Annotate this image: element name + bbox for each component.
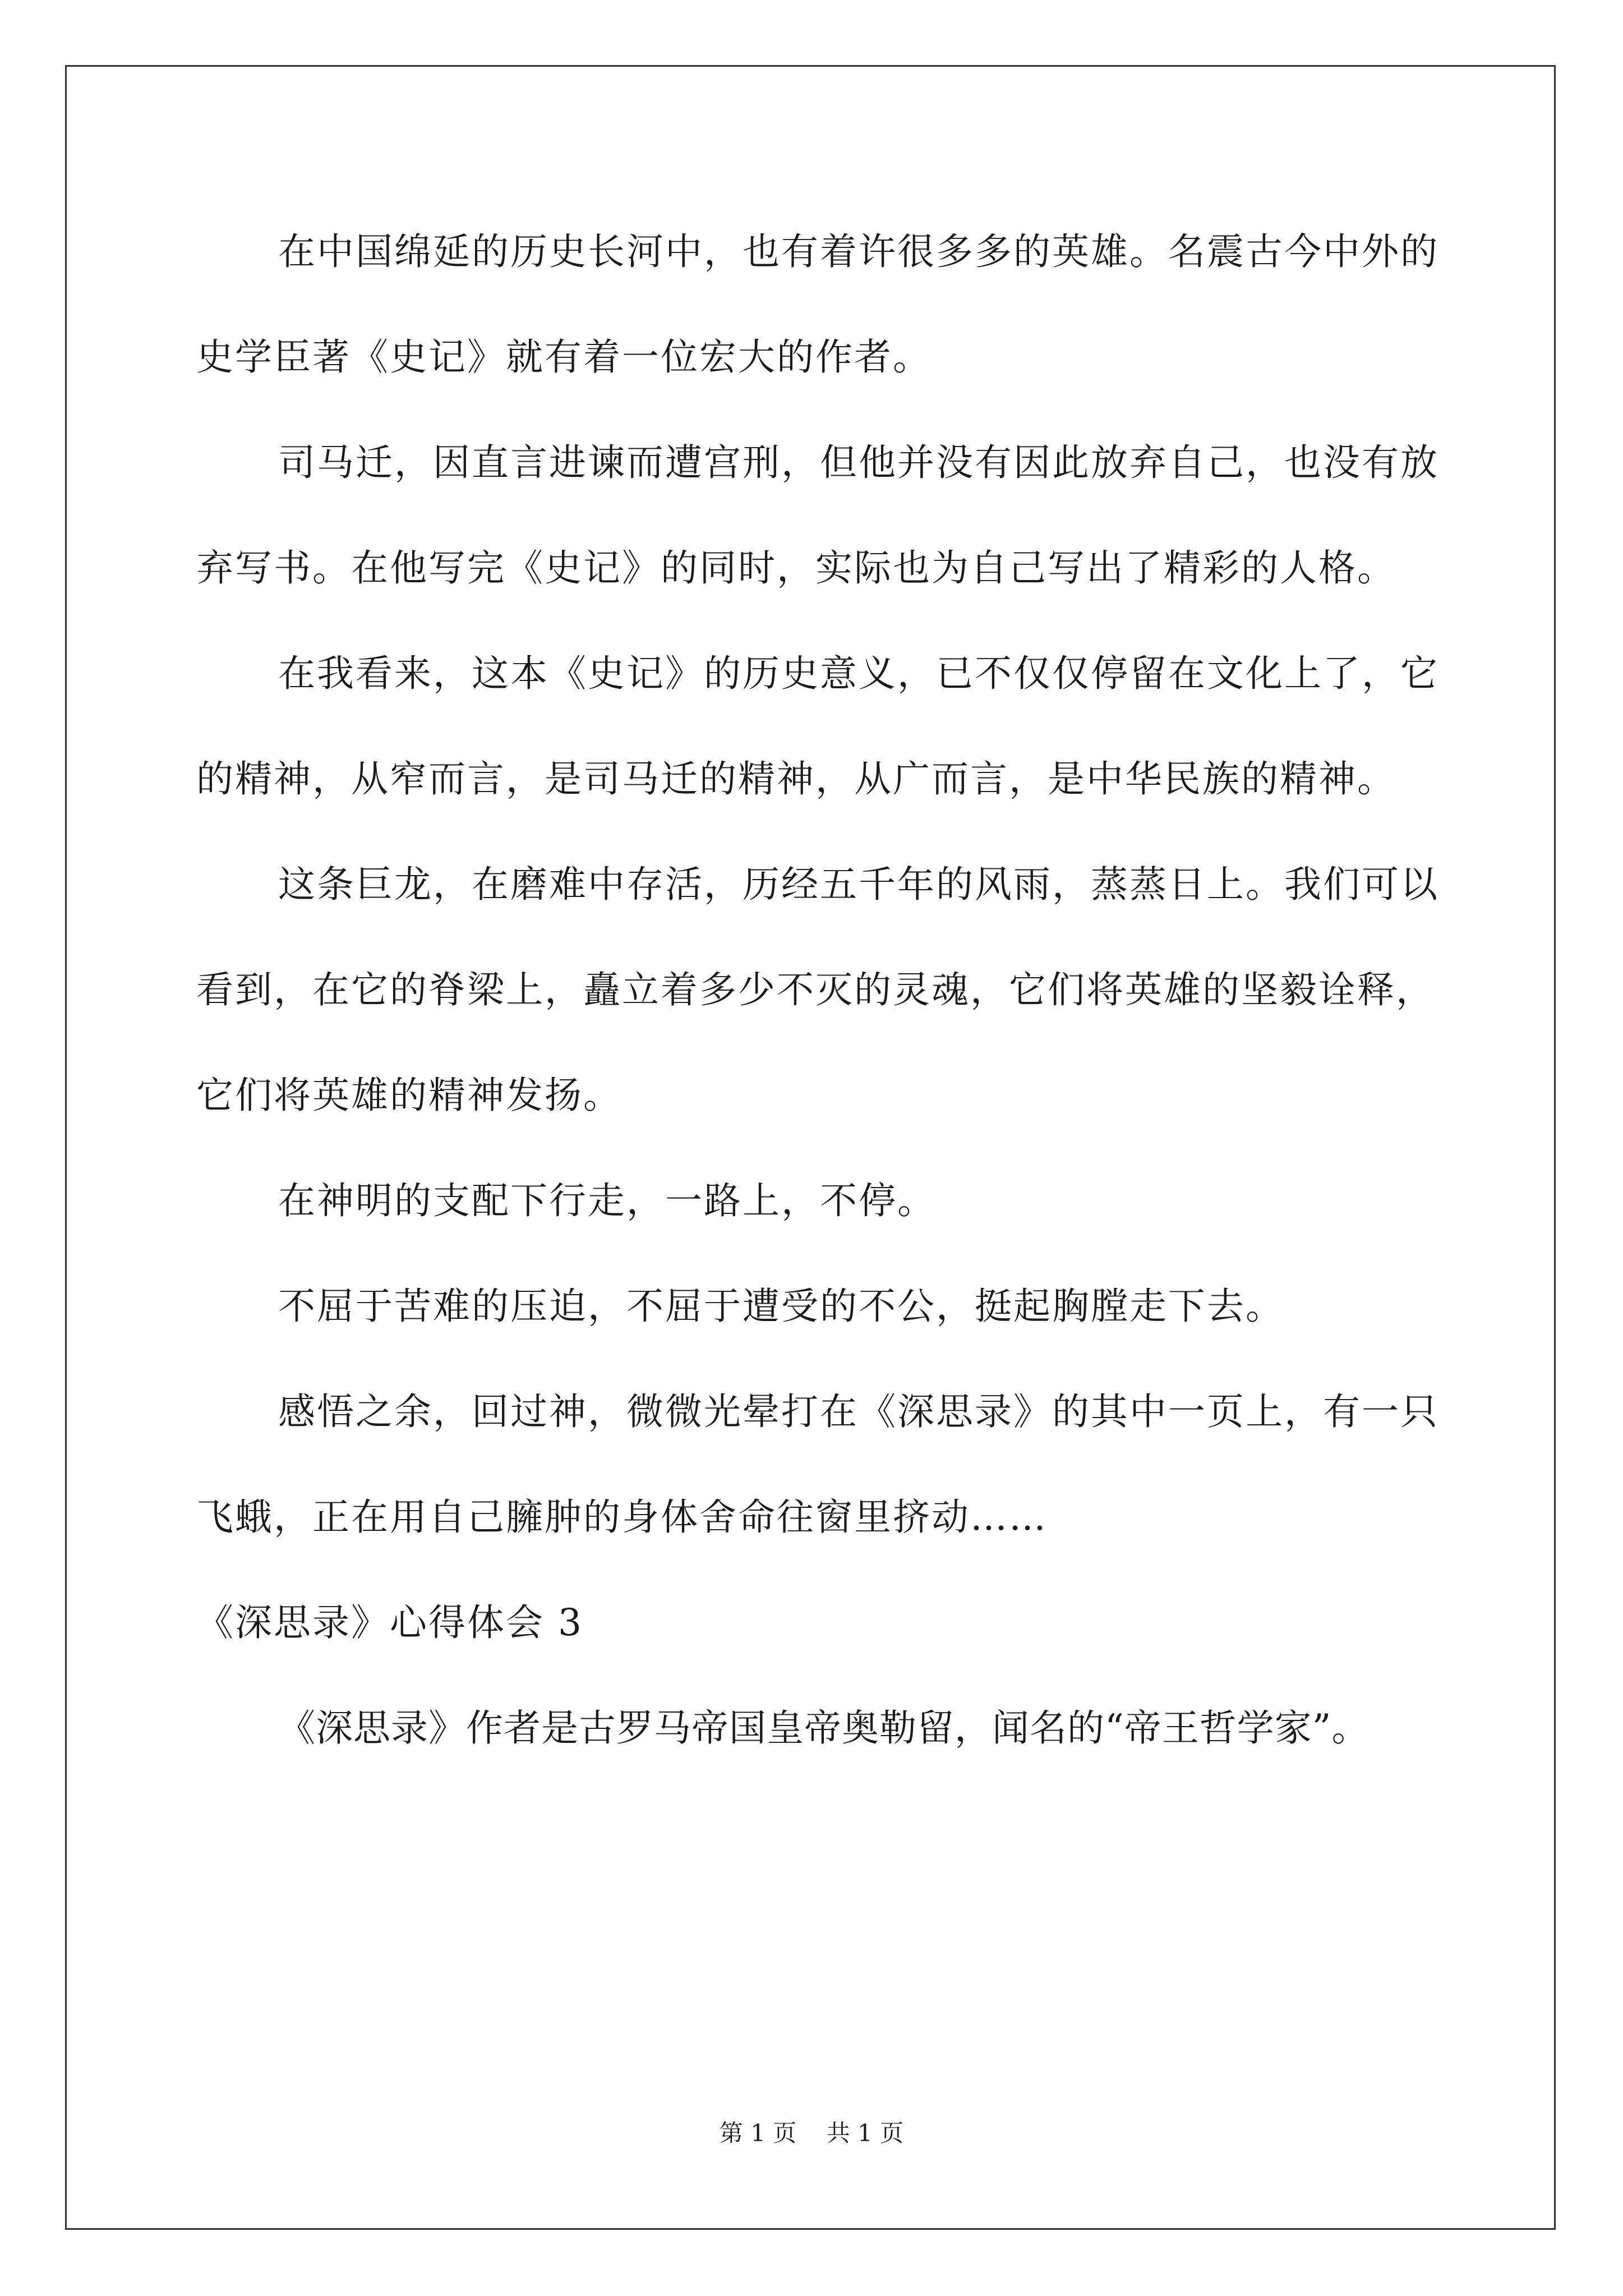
page-number-footer: 第 1 页 共 1 页 <box>719 2119 904 2147</box>
paragraph-8: 《深思录》作者是古罗马帝国皇帝奥勒留，闻名的“帝王哲学家”。 <box>278 1706 1370 1750</box>
section-heading: 《深思录》心得体会 3 <box>196 1601 583 1644</box>
paragraph-7: 感悟之余，回过神，微微光晕打在《深思录》的其中一页上，有一只飞蛾，正在用自己臃肿的身体舍命往窗里挤动…… <box>196 1390 1439 1539</box>
paragraph-6: 不屈于苦难的压迫，不屈于遭受的不公，挺起胸膛走下去。 <box>278 1285 1284 1328</box>
paragraph-1: 在中国绵延的历史长河中，也有着许很多多的英雄。名震古今中外的史学臣著《史记》就有着一位宏大的作者。 <box>196 230 1439 379</box>
document-body <box>196 199 1458 1781</box>
paragraph-2: 司马迁，因直言进谏而遭宫刑，但他并没有因此放弃自己，也没有放弃写书。在他写完《史记》的同时，实际也为自己写出了精彩的人格。 <box>196 441 1439 590</box>
paragraph-5: 在神明的支配下行走，一路上，不停。 <box>278 1179 936 1222</box>
paragraph-4: 这条巨龙，在磨难中存活，历经五千年的风雨，蒸蒸日上。我们可以看到，在它的脊梁上，矗立着多少不灭的灵魂，它们将英雄的坚毅诠释，它们将英雄的精神发扬。 <box>196 863 1439 1117</box>
paragraph-3: 在我看来，这本《史记》的历史意义，已不仅仅停留在文化上了，它的精神，从窄而言，是司马迁的精神，从广而言，是中华民族的精神。 <box>196 652 1439 800</box>
